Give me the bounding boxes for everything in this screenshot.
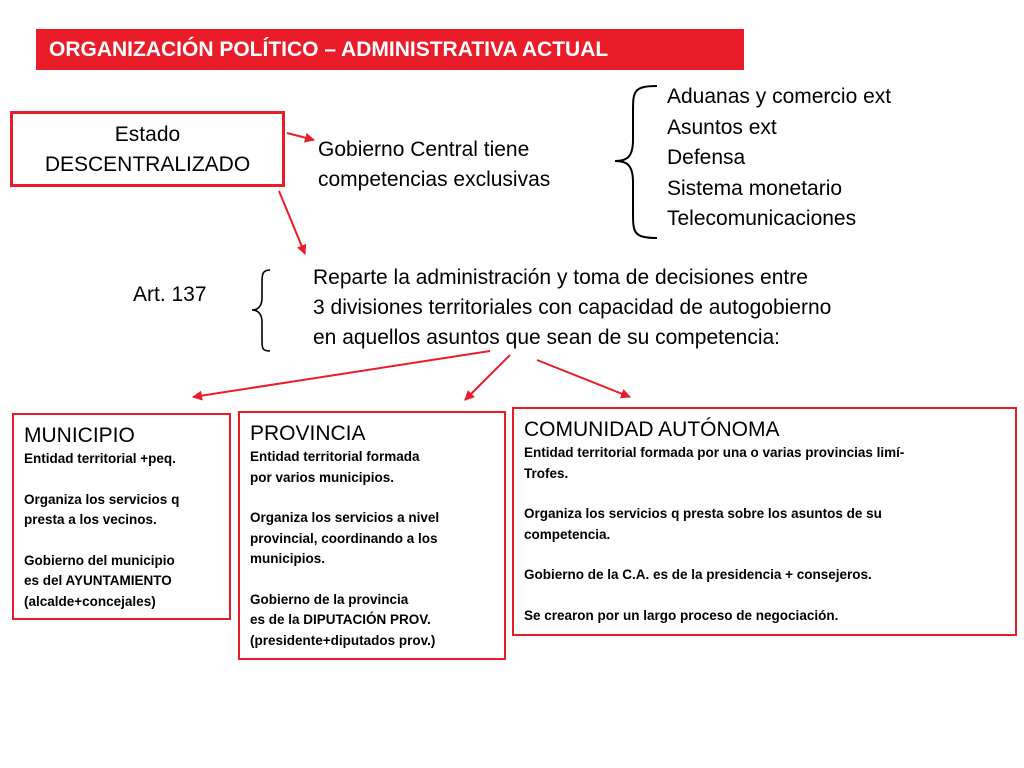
provincia-paragraph (250, 590, 494, 652)
text-line: (alcalde+concejales) (24, 593, 156, 609)
brace-large (615, 86, 657, 238)
gobierno-line: Gobierno Central tiene (318, 138, 530, 161)
comunidad-autonoma-box (512, 407, 1017, 636)
text-line: por varios municipios. (250, 469, 395, 485)
gobierno-central-text (318, 135, 550, 195)
arrow-to-comunidad (537, 360, 630, 397)
text-line: Trofes. (524, 465, 569, 481)
reparte-line: 3 divisiones territoriales con capacidad de autogobierno (313, 296, 832, 319)
text-line: Se crearon por un largo proceso de negociación. (524, 607, 839, 623)
competencia-item: Aduanas y comercio ext (667, 85, 892, 108)
provincia-paragraph (250, 447, 494, 488)
brace-small (252, 270, 270, 351)
comunidad-paragraph (524, 565, 1005, 586)
municipio-paragraph (24, 551, 219, 613)
competencia-item: Telecomunicaciones (667, 207, 857, 230)
comunidad-paragraph (524, 443, 1005, 484)
provincia-paragraph (250, 508, 494, 570)
estado-label: Estado (114, 123, 181, 146)
arrow-estado-to-gobierno (287, 133, 314, 140)
text-line: (presidente+diputados prov.) (250, 632, 436, 648)
estado-type: DESCENTRALIZADO (44, 153, 251, 176)
text-line: es del AYUNTAMIENTO (24, 573, 172, 588)
arrow-to-municipio (193, 351, 490, 397)
reparte-text (313, 263, 831, 353)
municipio-paragraph (24, 449, 219, 470)
estado-box (10, 111, 285, 187)
text-line: Entidad territorial +peq. (24, 451, 176, 466)
municipio-heading: MUNICIPIO (24, 424, 135, 447)
municipio-box (12, 413, 231, 620)
text-line: Organiza los servicios a nivel (250, 510, 440, 525)
comunidad-paragraph (524, 504, 1005, 545)
competencias-list (667, 82, 891, 235)
text-line: es de la DIPUTACIÓN PROV. (250, 612, 431, 627)
comunidad-paragraph (524, 606, 1005, 627)
text-line: Entidad territorial formada por una o varias provincias limí- (524, 445, 905, 460)
competencia-item: Asuntos ext (667, 115, 777, 139)
competencia-item: Defensa (667, 146, 746, 169)
text-line: Entidad territorial formada (250, 449, 420, 464)
text-line: Organiza los servicios q presta sobre los asuntos de su (524, 506, 882, 521)
gobierno-line: competencias exclusivas (318, 168, 551, 191)
text-line: provincial, coordinando a los (250, 530, 438, 546)
reparte-line: en aquellos asuntos que sean de su competencia: (313, 326, 780, 349)
arrow-to-provincia (465, 355, 510, 400)
reparte-line: Reparte la administración y toma de decisiones entre (313, 266, 808, 289)
municipio-paragraph (24, 490, 219, 531)
text-line: municipios. (250, 551, 326, 566)
text-line: Gobierno de la provincia (250, 591, 409, 607)
text-line: competencia. (524, 526, 611, 542)
text-line: Gobierno de la C.A. es de la presidencia + consejeros. (524, 567, 872, 582)
comunidad-heading: COMUNIDAD AUTÓNOMA (524, 418, 780, 441)
competencia-item: Sistema monetario (667, 176, 843, 200)
article-label: Art. 137 (133, 283, 207, 306)
page-title: ORGANIZACIÓN POLÍTICO – ADMINISTRATIVA ACTUAL (36, 29, 744, 70)
text-line: presta a los vecinos. (24, 512, 157, 527)
provincia-box (238, 411, 506, 660)
text-line: Organiza los servicios q (24, 491, 180, 507)
arrow-estado-to-reparte (279, 191, 305, 254)
provincia-heading: PROVINCIA (250, 422, 366, 445)
text-line: Gobierno del municipio (24, 552, 175, 568)
